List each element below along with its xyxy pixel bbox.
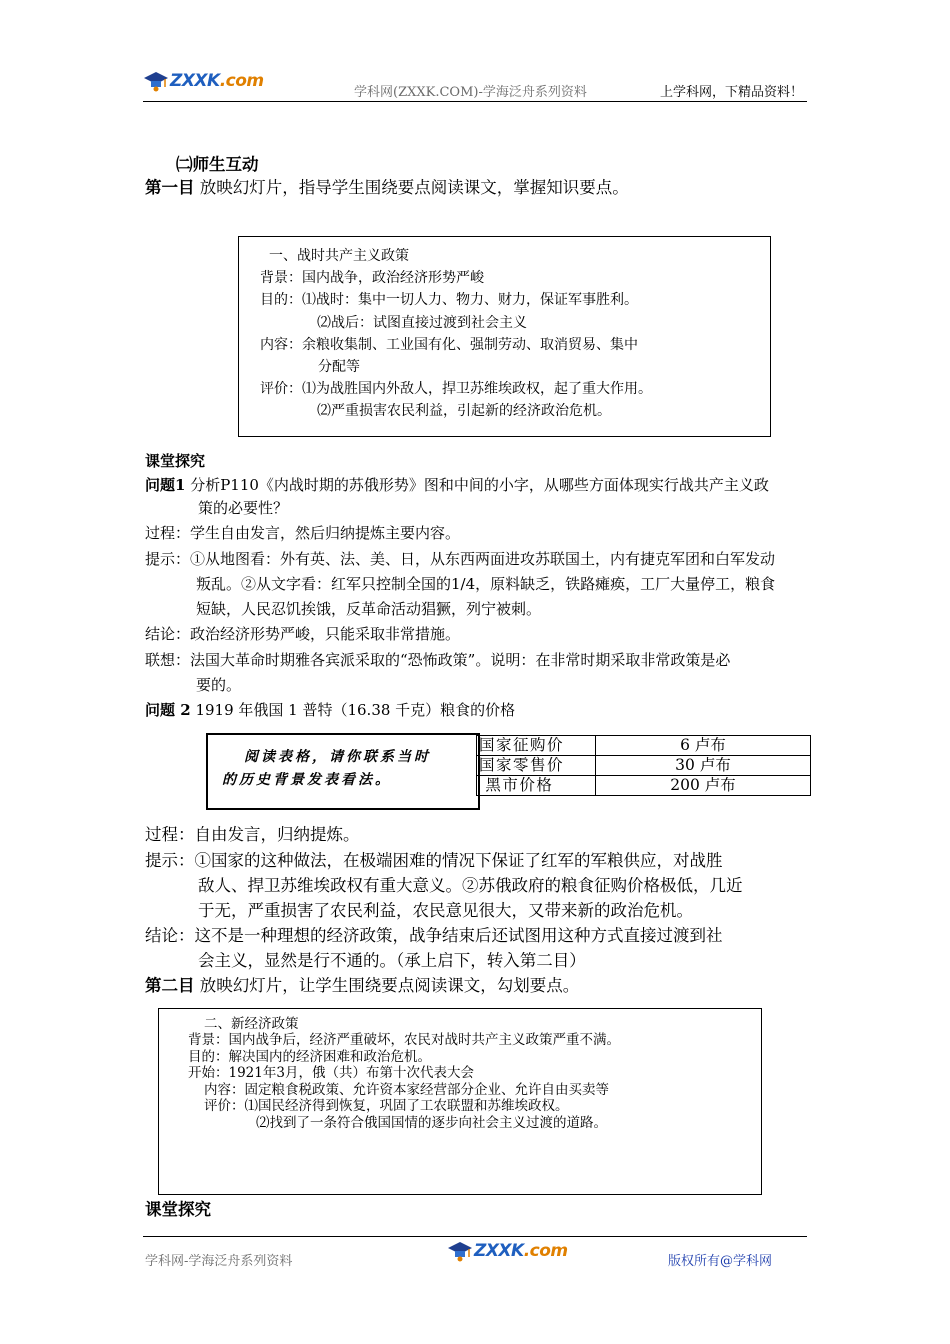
logo-suffix: .com (523, 1241, 568, 1261)
box2-title: 二、新经济政策 (204, 1016, 299, 1032)
conclusion2-label: 结论： (145, 926, 195, 945)
hint2-text-b: 敌人、捍卫苏维埃政权有重大意义。②苏俄政府的粮食征购价格极低，几近 (198, 876, 743, 895)
header-logo (143, 70, 264, 92)
item1-paragraph (145, 175, 629, 201)
table-note-line2: 的历史背景发表看法。 (222, 772, 392, 788)
price-row-value: 30 卢布 (596, 756, 811, 776)
header-center-text: 学科网(ZXXK.COM)-学海泛舟系列资料 (354, 85, 587, 100)
conclusion1-label: 结论： (145, 625, 191, 643)
item2-paragraph (145, 973, 579, 999)
header-rule (143, 101, 807, 102)
footer-right-text: 版权所有@学科网 (668, 1254, 773, 1269)
policy-box-2 (158, 1008, 762, 1195)
conclusion2-text-a: 这不是一种理想的经济政策，战争结束后还试图用这种方式直接过渡到社 (194, 926, 723, 945)
header-right-text: 上学科网，下精品资料！ (660, 85, 804, 100)
hint2-a (145, 848, 723, 874)
question2-label: 问题 2 (145, 701, 191, 719)
price-row-name: 国家零售价 (477, 756, 596, 776)
price-row-value: 6 卢布 (596, 736, 811, 756)
item2-label: 第二目 (145, 976, 195, 995)
policy-box-1 (238, 236, 771, 437)
logo-suffix: .com (219, 71, 264, 91)
process1 (145, 522, 460, 545)
box1-evaluation-1: 评价：⑴为战胜国内外敌人，捍卫苏维埃政权，起了重大作用。 (260, 381, 652, 397)
association-text-a: 法国大革命时期雅各宾派采取的“恐怖政策”。说明：在非常时期采取非常政策是必 (190, 651, 731, 669)
hint1-label: 提示： (145, 550, 191, 568)
hint1-a (145, 548, 775, 571)
section-heading: ㈡师生互动 (176, 155, 259, 174)
graduation-cap-icon (447, 1240, 473, 1262)
item2-text: 放映幻灯片，让学生围绕要点阅读课文，勾划要点。 (194, 976, 580, 995)
table-note-line1: 阅读表格，请你联系当时 (244, 749, 431, 765)
question2-text: 1919 年俄国 1 普特（16.38 千克）粮食的价格 (190, 701, 516, 719)
graduation-cap-icon (143, 70, 169, 92)
conclusion2 (145, 923, 723, 949)
process1-label: 过程： (145, 524, 191, 542)
box2-background: 背景：国内战争后，经济严重破坏，农民对战时共产主义政策严重不满。 (188, 1032, 620, 1048)
process2-text: 自由发言，归纳提炼。 (194, 825, 360, 844)
item1-text: 放映幻灯片，指导学生围绕要点阅读课文，掌握知识要点。 (199, 178, 629, 197)
box1-evaluation-2: ⑵严重损害农民利益，引起新的经济政治危机。 (317, 403, 611, 419)
box1-purpose-2: ⑵战后：试图直接过渡到社会主义 (317, 315, 527, 331)
conclusion1 (145, 623, 460, 646)
table-row (477, 736, 811, 756)
process1-text: 学生自由发言，然后归纳提炼主要内容。 (190, 524, 461, 542)
conclusion2-text-b: 会主义，显然是行不通的。（承上启下，转入第二目） (198, 951, 586, 970)
price-table (476, 735, 811, 796)
logo-text: ZXXK (474, 1241, 524, 1261)
table-note-box (206, 733, 480, 810)
inquiry-heading-1: 课堂探究 (145, 452, 206, 470)
box2-evaluation-1: 评价：⑴国民经济得到恢复，巩固了工农联盟和苏维埃政权。 (204, 1098, 569, 1114)
box1-background: 背景：国内战争，政治经济形势严峻 (260, 270, 484, 286)
box1-purpose-1: 目的：⑴战时：集中一切人力、物力、财力，保证军事胜利。 (260, 292, 638, 308)
hint1-text-a: ①从地图看：外有英、法、美、日，从东西两面进攻苏联国土，内有捷克军团和白军发动 (190, 550, 776, 568)
question1-text-a: 分析P110《内战时期的苏俄形势》图和中间的小字，从哪些方面体现实行战共产主义政 (185, 476, 769, 494)
price-row-name: 黑市价格 (477, 776, 596, 796)
footer-left-text: 学科网-学海泛舟系列资料 (145, 1254, 293, 1269)
question2 (145, 699, 515, 722)
question1 (145, 474, 769, 497)
association-text-b: 要的。 (196, 676, 242, 694)
table-row (477, 756, 811, 776)
box1-content-2: 分配等 (318, 359, 360, 375)
item1-label: 第一目 (145, 178, 195, 197)
question1-text-b: 策的必要性？ (198, 499, 289, 517)
price-row-value: 200 卢布 (596, 776, 811, 796)
price-row-name: 国家征购价 (477, 736, 596, 756)
hint2-label: 提示： (145, 851, 195, 870)
hint2-text-c: 于无，严重损害了农民利益，农民意见很大，又带来新的政治危机。 (198, 901, 693, 920)
association-label: 联想： (145, 651, 191, 669)
process2 (145, 822, 360, 848)
hint1-text-b: 叛乱。②从文字看：红军只控制全国的1/4，原料缺乏，铁路瘫痪，工厂大量停工，粮食 (196, 575, 776, 593)
association (145, 649, 730, 672)
box2-purpose: 目的：解决国内的经济困难和政治危机。 (188, 1049, 431, 1065)
table-row (477, 776, 811, 796)
process2-label: 过程： (145, 825, 195, 844)
box1-content-1: 内容：余粮收集制、工业国有化、强制劳动、取消贸易、集中 (260, 337, 638, 353)
question1-label: 问题1 (145, 476, 186, 494)
footer-rule (143, 1236, 807, 1237)
footer-logo (447, 1240, 568, 1262)
hint1-text-c: 短缺，人民忍饥挨饿，反革命活动猖獗，列宁被刺。 (196, 600, 542, 618)
box2-content: 内容：固定粮食税政策、允许资本家经营部分企业、允许自由买卖等 (204, 1082, 609, 1098)
box2-start: 开始：1921年3月，俄（共）布第十次代表大会 (188, 1065, 474, 1081)
inquiry-heading-2: 课堂探究 (145, 1200, 211, 1219)
box2-evaluation-2: ⑵找到了一条符合俄国国情的逐步向社会主义过渡的道路。 (256, 1115, 607, 1131)
hint2-text-a: ①国家的这种做法，在极端困难的情况下保证了红军的军粮供应，对战胜 (194, 851, 723, 870)
box1-title: 一、战时共产主义政策 (269, 248, 409, 264)
conclusion1-text: 政治经济形势严峻，只能采取非常措施。 (190, 625, 461, 643)
logo-text: ZXXK (170, 71, 220, 91)
